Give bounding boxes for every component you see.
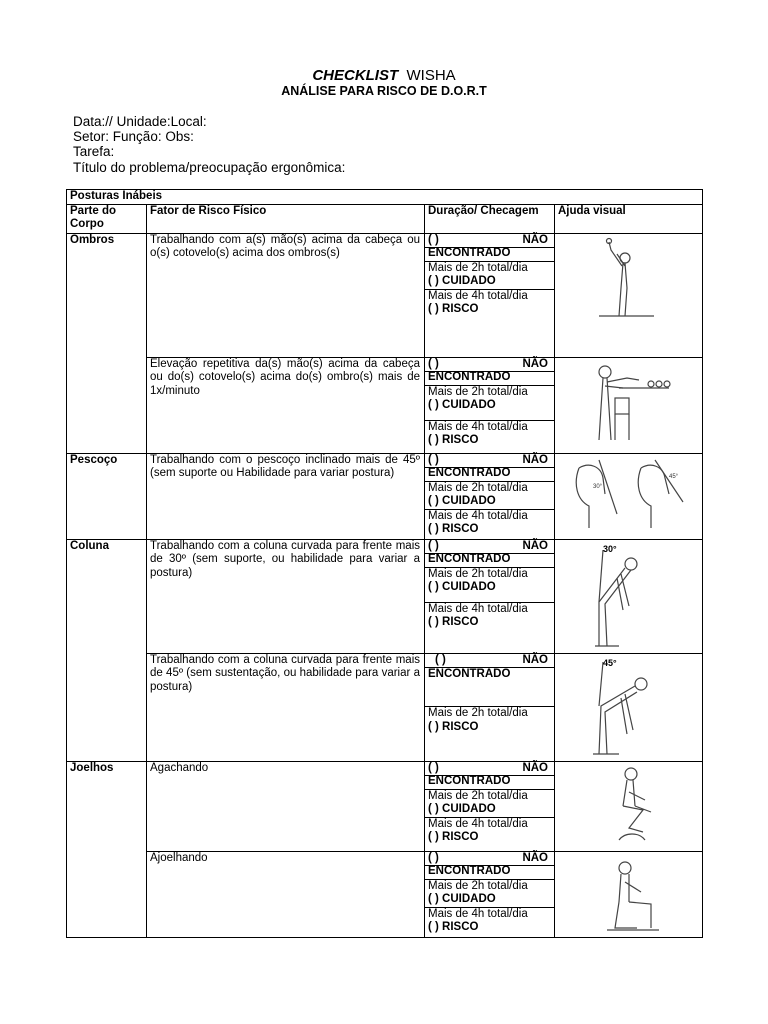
duration-cell [425, 539, 555, 653]
risco-label: ( ) RISCO [428, 523, 479, 535]
risco-option[interactable] [425, 818, 554, 845]
encontrado-label: ENCONTRADO [428, 247, 511, 259]
duration-4h: Mais de 4h total/dia [428, 509, 528, 522]
cuidado-label: ( ) CUIDADO [428, 893, 496, 905]
col-header-visual: Ajuda visual [555, 204, 703, 233]
visual-aid-cell [555, 357, 703, 453]
checkbox[interactable]: ( ) [428, 851, 439, 864]
risco-option[interactable] [425, 908, 554, 935]
duration-cell [425, 851, 555, 937]
angle-45-label: 45° [602, 657, 617, 668]
duration-2h: Mais de 2h total/dia [428, 385, 528, 398]
visual-aid-cell [555, 539, 703, 653]
duration-4h: Mais de 4h total/dia [428, 602, 528, 615]
duration-4h: Mais de 4h total/dia [428, 289, 528, 302]
factor-text: Trabalhando com o pescoço inclinado mais de 45º (sem suporte ou Habilidade para variar postura) [147, 453, 425, 539]
table-row [67, 539, 703, 653]
header-row-4 [73, 160, 693, 175]
title-checklist: CHECKLIST [312, 67, 399, 84]
duration-cell [425, 453, 555, 539]
cuidado-label: ( ) CUIDADO [428, 275, 496, 287]
checkbox[interactable]: ( ) [428, 539, 439, 552]
duration-cell [425, 357, 555, 453]
risco-label: ( ) RISCO [428, 616, 479, 628]
section-title: Posturas Inábeis [67, 190, 703, 205]
nao-label: NÃO [522, 761, 548, 774]
cuidado-option[interactable] [425, 261, 554, 290]
encontrado-label: ENCONTRADO [428, 865, 511, 877]
col-header-duration: Duração/ Checagem [425, 204, 555, 233]
neck-flexion-figure-icon [559, 454, 699, 534]
part-ombros: Ombros [67, 233, 147, 453]
cuidado-label: ( ) CUIDADO [428, 581, 496, 593]
duration-4h: Mais de 4h total/dia [428, 420, 528, 433]
visual-aid-cell [555, 233, 703, 357]
checkbox[interactable]: ( ) [428, 453, 439, 466]
nao-label: NÃO [522, 539, 548, 552]
duration-2h: Mais de 2h total/dia [428, 261, 528, 274]
nao-encontrado-option[interactable] [425, 358, 554, 373]
cuidado-option[interactable] [425, 385, 554, 421]
table-row [67, 357, 703, 453]
factor-text: Ajoelhando [147, 851, 425, 937]
arms-overhead-figure-icon [559, 236, 699, 326]
checklist-table [66, 189, 703, 938]
risco-label: ( ) RISCO [428, 720, 479, 733]
squatting-figure-icon [559, 762, 699, 848]
encontrado-label: ENCONTRADO [425, 668, 554, 707]
nao-encontrado-option[interactable] [425, 852, 554, 867]
angle-45-label: 45° [668, 473, 678, 480]
risco-option[interactable] [425, 290, 554, 317]
duration-2h: Mais de 2h total/dia [428, 707, 528, 719]
factor-text: Trabalhando com a coluna curvada para frente mais de 30º (sem suporte, ou habilidade para variar a postura) [147, 539, 425, 653]
risco-label: ( ) RISCO [428, 831, 479, 843]
duration-4h: Mais de 4h total/dia [428, 907, 528, 920]
funcao-label: Função: [112, 129, 162, 144]
part-joelhos: Joelhos [67, 761, 147, 937]
checkbox[interactable]: ( ) [428, 357, 439, 370]
col-header-factor: Fator de Risco Físico [147, 204, 425, 233]
angle-30-label: 30° [602, 543, 617, 554]
nao-encontrado-option[interactable] [425, 454, 554, 469]
encontrado-label: ENCONTRADO [428, 775, 511, 787]
nao-label: NÃO [522, 851, 548, 864]
shelf-reach-figure-icon [559, 358, 699, 442]
document-subtitle: ANÁLISE PARA RISCO DE D.O.R.T [281, 84, 487, 98]
duration-2h: Mais de 2h total/dia [428, 481, 528, 494]
angle-30-label: 30° [592, 483, 602, 490]
unidade-label: Unidade: [116, 114, 171, 129]
nao-label: NÃO [522, 233, 548, 246]
part-pescoco: Pescoço [67, 453, 147, 539]
factor-text: Agachando [147, 761, 425, 851]
nao-encontrado-option[interactable] [425, 540, 554, 555]
nao-label: NÃO [522, 453, 548, 466]
titulo-label: Título do problema/preocupação ergonômica: [73, 160, 346, 175]
back-bend-30-figure-icon [559, 540, 699, 650]
encontrado-label: ENCONTRADO [428, 553, 511, 565]
checkbox[interactable]: ( ) [428, 761, 439, 774]
risco-option[interactable] [425, 707, 554, 734]
table-row [67, 453, 703, 539]
duration-cell [425, 653, 555, 761]
header-row-3 [73, 144, 693, 159]
duration-2h: Mais de 2h total/dia [428, 567, 528, 580]
header-row-2 [73, 129, 693, 144]
nao-encontrado-option[interactable] [425, 762, 554, 777]
duration-2h: Mais de 2h total/dia [428, 789, 528, 802]
risco-label: ( ) RISCO [428, 434, 479, 446]
encontrado-label: ENCONTRADO [428, 467, 511, 479]
obs-label: Obs: [165, 129, 194, 144]
kneeling-figure-icon [559, 852, 699, 936]
local-label: Local: [170, 114, 207, 129]
data-label: Data: [73, 114, 106, 129]
nao-encontrado-option[interactable] [425, 654, 554, 669]
risco-label: ( ) RISCO [428, 921, 479, 933]
factor-text: Trabalhando com a coluna curvada para frente mais de 45º (sem sustentação, ou habilidade para variar a postura) [147, 653, 425, 761]
visual-aid-cell [555, 653, 703, 761]
duration-cell [425, 233, 555, 357]
duration-2h: Mais de 2h total/dia [428, 879, 528, 892]
nao-label: NÃO [522, 357, 548, 370]
encontrado-label: ENCONTRADO [428, 371, 511, 383]
visual-aid-cell [555, 761, 703, 851]
table-row [67, 653, 703, 761]
col-header-part: Parte do Corpo [67, 204, 147, 233]
table-row [67, 233, 703, 357]
risco-option[interactable] [425, 421, 554, 448]
tarefa-label: Tarefa: [73, 144, 115, 159]
duration-4h: Mais de 4h total/dia [428, 817, 528, 830]
factor-text: Elevação repetitiva da(s) mão(s) acima da cabeça ou do(s) cotovelo(s) acima do(s) ombro(s) mais de 1x/minuto [147, 357, 425, 453]
checkbox[interactable]: ( ) [435, 653, 446, 666]
nao-label: NÃO [522, 653, 548, 666]
visual-aid-cell [555, 453, 703, 539]
nao-encontrado-option[interactable] [425, 234, 554, 249]
table-row [67, 851, 703, 937]
cuidado-label: ( ) CUIDADO [428, 495, 496, 507]
cuidado-label: ( ) CUIDADO [428, 399, 496, 411]
risco-option[interactable] [425, 603, 554, 630]
visual-aid-cell [555, 851, 703, 937]
risco-option[interactable] [425, 510, 554, 537]
document-title [0, 67, 768, 84]
cuidado-option[interactable] [425, 789, 554, 818]
title-wisha: WISHA [406, 67, 456, 84]
back-bend-45-figure-icon [559, 654, 699, 758]
factor-text: Trabalhando com a(s) mão(s) acima da cabeça ou o(s) cotovelo(s) acima dos ombros(s) [147, 233, 425, 357]
checkbox[interactable]: ( ) [428, 233, 439, 246]
risco-label: ( ) RISCO [428, 303, 479, 315]
header-row-1: Data:// Unidade:Local: [73, 114, 207, 129]
setor-label: Setor: [73, 129, 110, 144]
cuidado-option[interactable] [425, 879, 554, 908]
duration-cell [425, 761, 555, 851]
cuidado-label: ( ) CUIDADO [428, 803, 496, 815]
table-row [67, 761, 703, 851]
cuidado-option[interactable] [425, 567, 554, 603]
cuidado-option[interactable] [425, 481, 554, 510]
part-coluna: Coluna [67, 539, 147, 761]
